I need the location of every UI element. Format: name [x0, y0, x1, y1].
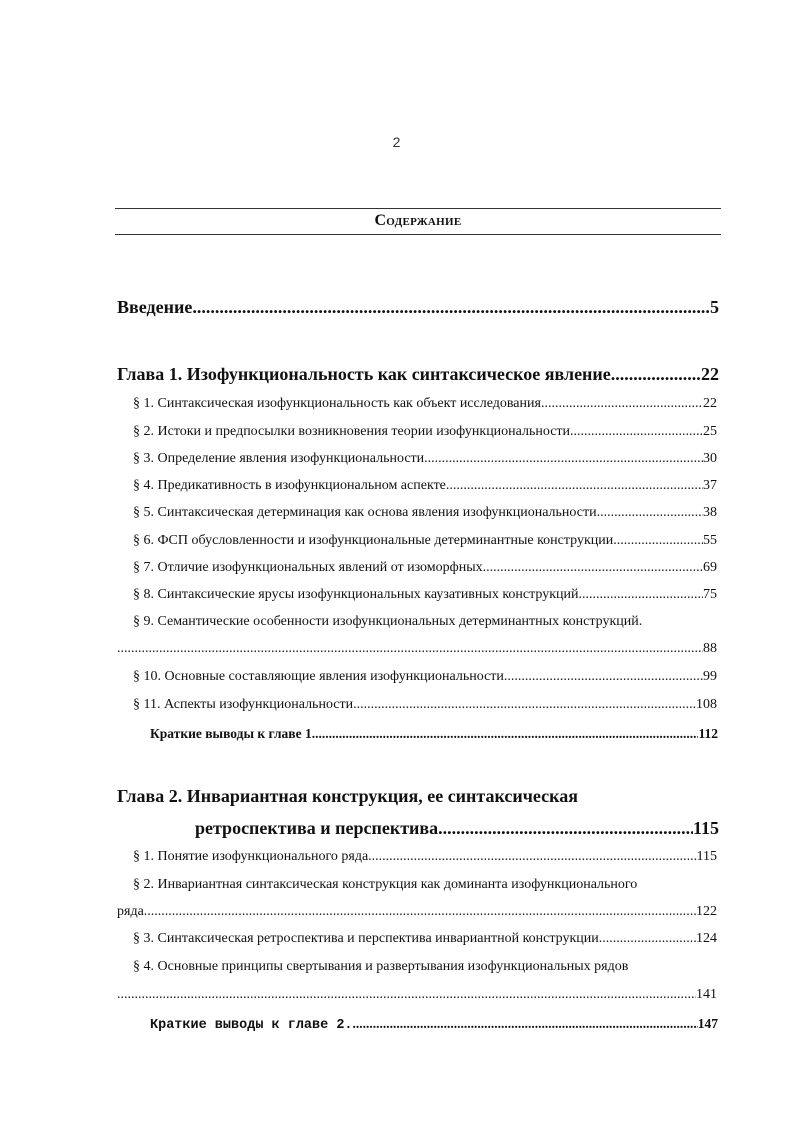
dot-leader — [192, 297, 710, 318]
toc-page: 147 — [697, 1016, 718, 1031]
toc-page: 30 — [703, 451, 717, 466]
dot-leader — [617, 533, 703, 549]
toc-page: 75 — [703, 587, 717, 602]
toc-label: Краткие выводы к главе 2. — [150, 1018, 353, 1033]
toc-label: Глава 2. Инвариантная конструкция, ее синтаксическая — [117, 786, 578, 806]
dot-leader — [424, 451, 703, 467]
dot-leader — [486, 560, 703, 576]
toc-entry-chapter-1[interactable] — [117, 364, 719, 385]
toc-label: § 11. Аспекты изофункциональности — [133, 697, 354, 712]
toc-entry-intro[interactable] — [117, 297, 719, 318]
dot-leader — [353, 697, 696, 713]
toc-page: 122 — [696, 904, 717, 919]
title-bottom-rule — [115, 234, 721, 235]
title-top-rule — [115, 208, 721, 209]
toc-label: Краткие выводы к главе 1. — [150, 726, 316, 741]
toc-page: 99 — [703, 669, 717, 684]
toc-label: § 2. Истоки и предпосылки возникновения теории изофункциональности — [133, 424, 571, 439]
toc-page: 115 — [696, 849, 717, 864]
toc-entry-summary-1[interactable] — [150, 726, 718, 742]
toc-page: 25 — [703, 424, 717, 439]
toc-entry-1-9[interactable] — [133, 614, 717, 630]
toc-page: 69 — [703, 560, 717, 575]
toc-entry-1-9-cont[interactable] — [117, 641, 717, 657]
toc-entry-2-4[interactable] — [133, 959, 717, 975]
toc-page: 88 — [703, 641, 717, 656]
toc-entry-1-2[interactable] — [133, 424, 717, 440]
toc-entry-chapter-2-cont[interactable] — [195, 818, 719, 839]
dot-leader — [541, 396, 703, 412]
toc-label: § 10. Основные составляющие явления изофункциональности — [133, 669, 504, 684]
toc-page: 38 — [703, 505, 717, 520]
toc-label: Введение — [117, 297, 193, 317]
toc-label: § 6. ФСП обусловленности и изофункциональные детерминантные конструкции. — [133, 533, 617, 548]
dot-leader — [117, 641, 703, 657]
toc-entry-2-3[interactable] — [133, 931, 717, 947]
toc-label: § 4. Основные принципы свертывания и развертывания изофункциональных рядов — [133, 959, 629, 974]
toc-entry-2-4-cont[interactable] — [117, 987, 717, 1003]
toc-entry-1-3[interactable] — [133, 451, 717, 467]
toc-label: § 1. Понятие изофункционального ряда — [133, 849, 369, 864]
toc-page: 141 — [696, 987, 717, 1002]
toc-page: 115 — [692, 818, 719, 838]
toc-entry-1-1[interactable] — [133, 396, 717, 412]
toc-label: § 4. Предикативность в изофункциональном аспекте. — [133, 478, 450, 493]
dot-leader — [353, 1016, 698, 1032]
dot-leader — [368, 849, 696, 865]
toc-entry-1-4[interactable] — [133, 478, 717, 494]
toc-page: 108 — [696, 697, 717, 712]
toc-entry-1-11[interactable] — [133, 697, 717, 713]
toc-label: § 9. Семантические особенности изофункциональных детерминантных конструкций. — [133, 614, 643, 629]
toc-page: 22 — [703, 396, 717, 411]
toc-label: ряда. — [117, 904, 148, 919]
toc-page: 22 — [701, 364, 719, 384]
toc-entry-2-1[interactable] — [133, 849, 717, 865]
dot-leader — [611, 364, 701, 385]
toc-entry-1-7[interactable] — [133, 560, 717, 576]
dot-leader — [449, 478, 703, 494]
toc-label: § 5. Синтаксическая детерминация как основа явления изофункциональности. — [133, 505, 601, 520]
dot-leader — [579, 587, 704, 603]
toc-label: § 7. Отличие изофункциональных явлений от изоморфных. — [133, 560, 487, 575]
page-number: 2 — [392, 134, 401, 150]
toc-label: § 8. Синтаксические ярусы изофункциональных каузативных конструкций — [133, 587, 579, 602]
toc-page: 55 — [703, 533, 717, 548]
toc-entry-summary-2[interactable] — [150, 1016, 718, 1033]
toc-entry-2-2[interactable] — [133, 877, 717, 893]
dot-leader — [147, 904, 696, 920]
toc-entry-1-8[interactable] — [133, 587, 717, 603]
toc-entry-1-5[interactable] — [133, 505, 717, 521]
toc-label: ретроспектива и перспектива — [195, 818, 439, 838]
toc-label: Глава 1. Изофункциональность как синтаксическое явление — [117, 364, 611, 384]
dot-leader — [570, 424, 703, 440]
toc-entry-1-10[interactable] — [133, 669, 717, 685]
dot-leader — [600, 505, 703, 521]
toc-page: 5 — [710, 297, 719, 317]
toc-entry-1-6[interactable] — [133, 533, 717, 549]
page-title: Содержание — [374, 212, 462, 229]
toc-entry-chapter-2[interactable] — [117, 786, 719, 807]
dot-leader — [602, 931, 696, 947]
dot-leader — [438, 818, 693, 839]
toc-page: 37 — [703, 478, 717, 493]
dot-leader — [315, 726, 698, 742]
toc-label: § 3. Синтаксическая ретроспектива и перспектива инвариантной конструкции. — [133, 931, 603, 946]
toc-entry-2-2-cont[interactable] — [117, 904, 717, 920]
dot-leader — [117, 987, 696, 1003]
dot-leader — [504, 669, 703, 685]
toc-page: 112 — [698, 726, 718, 741]
toc-label: § 3. Определение явления изофункциональности — [133, 451, 425, 466]
toc-label: § 2. Инвариантная синтаксическая конструкция как доминанта изофункционального — [133, 877, 638, 892]
toc-page: 124 — [696, 931, 717, 946]
toc-label: § 1. Синтаксическая изофункциональность как объект исследования — [133, 396, 541, 411]
